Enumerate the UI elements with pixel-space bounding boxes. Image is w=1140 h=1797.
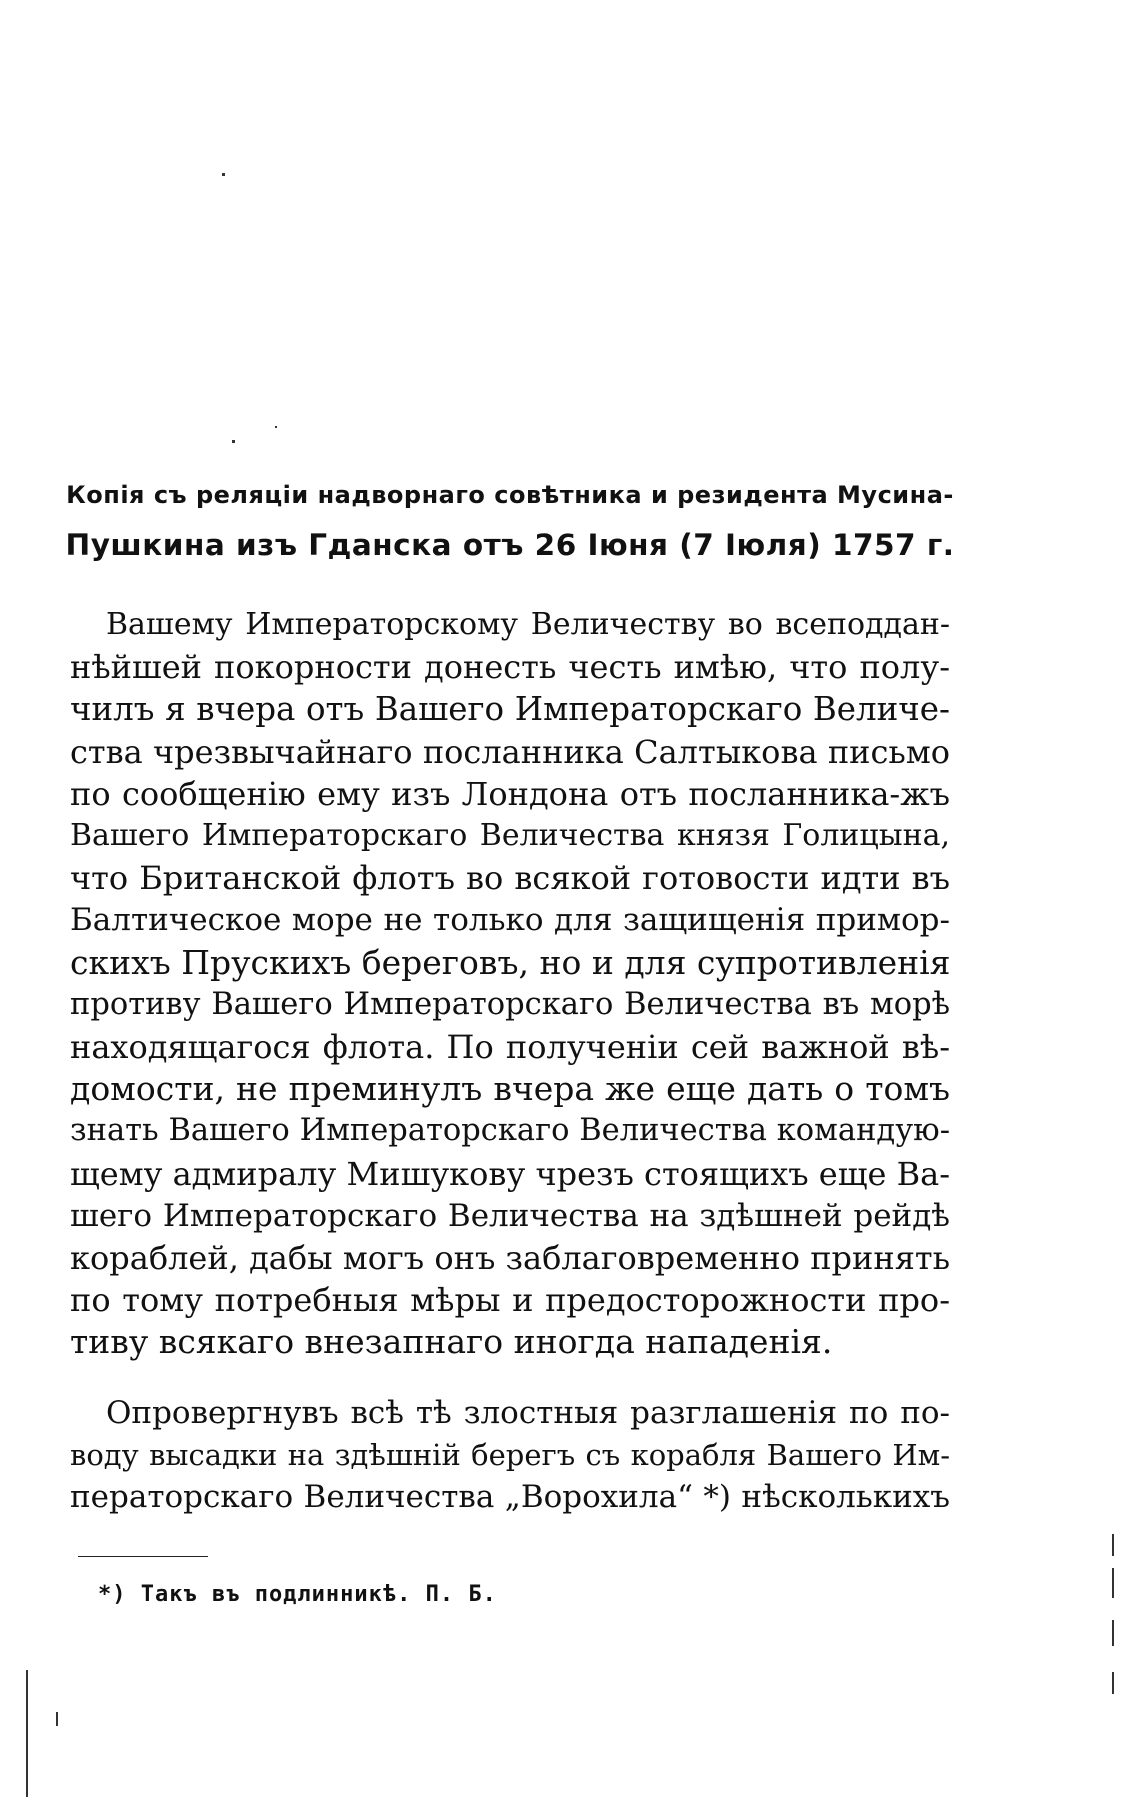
scan-speck	[222, 173, 225, 176]
text-line: воду высадки на здѣшній берегъ съ корабля Вашего Им-	[70, 1437, 950, 1472]
text-line: щему адмиралу Мишукову чрезъ стоящихъ еще Ва-	[70, 1154, 950, 1193]
scan-speck	[56, 1712, 58, 1726]
text-line: тиву всякаго внезапнаго иногда нападенія.	[70, 1322, 833, 1362]
scan-speck	[275, 426, 277, 428]
text-line: Опровергнувъ всѣ тѣ злостныя разглашенія по по-	[106, 1394, 950, 1431]
text-line: Вашему Императорскому Величеству во всеподдан-	[106, 607, 950, 642]
text-line: что Британской флотъ во всякой готовости идти въ	[70, 859, 950, 898]
footnote-divider	[78, 1556, 208, 1557]
text-line: домости, не преминулъ вчера же еще дать о томъ	[70, 1069, 950, 1109]
scan-speck	[1112, 1568, 1114, 1598]
scan-speck	[26, 1670, 28, 1797]
scan-speck	[232, 440, 235, 443]
text-line: кораблей, дабы могъ онъ заблаговременно принять	[70, 1239, 950, 1278]
text-line: скихъ Прускихъ береговъ, но и для супротивленія	[70, 942, 951, 982]
text-line: Вашего Императорскаго Величества князя Голицына,	[70, 818, 950, 854]
document-body	[70, 604, 950, 1518]
text-line: Балтическое море не только для защищенія примор-	[70, 902, 950, 939]
title-line-1: Копія съ реляціи надворнаго совѣтника и резидента Мусина-	[66, 481, 954, 509]
text-line: по тому потребныя мѣры и предосторожности про-	[70, 1281, 950, 1320]
text-line: противу Вашего Императорскаго Величества въ морѣ	[70, 986, 950, 1022]
scan-speck	[1112, 1534, 1114, 1556]
text-line: ства чрезвычайнаго посланника Салтыкова письмо	[70, 732, 950, 771]
scan-speck	[1112, 1672, 1114, 1694]
text-line: чилъ я вчера отъ Вашего Императорскаго Величе-	[70, 690, 950, 729]
text-line: шего Императорскаго Величества на здѣшней рейдѣ	[70, 1197, 950, 1234]
document-title	[60, 470, 960, 570]
text-line: находящагося флота. По полученіи сей важной вѣ-	[70, 1028, 950, 1067]
text-line: ператорскаго Величества „Ворохила“ *) нѣсколькихъ	[70, 1479, 950, 1516]
paragraph-2	[70, 1392, 950, 1519]
paragraph-1	[70, 604, 950, 1364]
title-line-2: Пушкина изъ Гданска отъ 26 Іюня (7 Іюля) 1757 г.	[65, 528, 955, 562]
footnote: *) Такъ въ подлинникѣ. П. Б.	[98, 1582, 497, 1607]
text-line: знать Вашего Императорскаго Величества командую-	[70, 1113, 950, 1149]
text-line: нѣйшей покорности донесть честь имѣю, что полу-	[70, 648, 950, 687]
scan-speck	[1112, 1620, 1114, 1646]
text-line: по сообщенію ему изъ Лондона отъ посланника-жъ	[70, 774, 950, 813]
